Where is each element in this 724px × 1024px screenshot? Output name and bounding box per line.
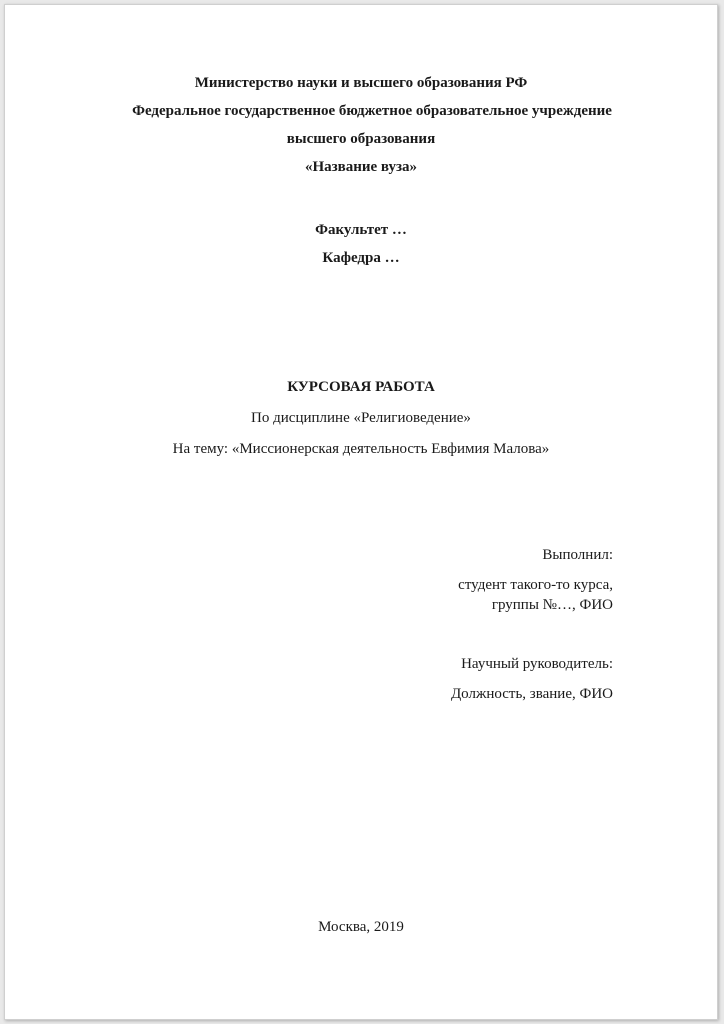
supervisor-details: Должность, звание, ФИО: [450, 686, 613, 702]
discipline-line: По дисциплине «Религиоведение»: [251, 410, 471, 426]
author-label: Выполнил:: [542, 547, 613, 563]
work-type-title: КУРСОВАЯ РАБОТА: [287, 379, 435, 395]
city-year: Москва, 2019: [318, 919, 404, 935]
chair-label: Кафедра …: [322, 250, 400, 266]
faculty-label: Факультет …: [315, 222, 407, 238]
author-line-1: студент такого-то курса,: [458, 577, 613, 593]
university-name: «Название вуза»: [304, 159, 418, 175]
author-line-2: группы №…, ФИО: [491, 597, 613, 613]
institution-line-2: высшего образования: [286, 131, 436, 147]
topic-line: На тему: «Миссионерская деятельность Евфимия Малова»: [172, 441, 550, 457]
ministry-heading: Министерство науки и высшего образования РФ: [194, 75, 528, 91]
document-page: [4, 4, 718, 1020]
institution-line-1: Федеральное государственное бюджетное образовательное учреждение: [132, 103, 612, 119]
supervisor-label: Научный руководитель:: [461, 656, 613, 672]
